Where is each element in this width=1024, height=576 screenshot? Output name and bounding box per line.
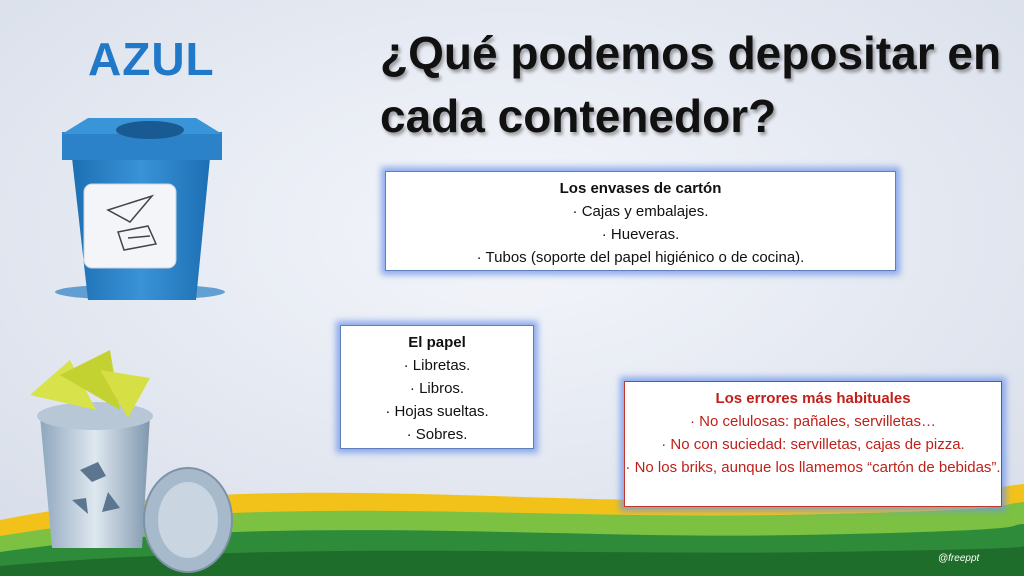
footer-logo: @freeppt (938, 553, 980, 564)
page-title: ¿Qué podemos depositar en cada contenedor? (380, 27, 1002, 142)
errors-info-box (624, 381, 1002, 507)
carton-info-box (385, 171, 896, 271)
container-color-title: AZUL (88, 33, 215, 85)
list-item: · Hojas sueltas. (385, 403, 489, 420)
box-heading: Los errores más habituales (715, 390, 911, 407)
list-item: · Libretas. (403, 357, 471, 374)
list-item: · Cajas y embalajes. (572, 203, 709, 220)
list-item: · Sobres. (406, 426, 468, 443)
paper-info-box (340, 325, 534, 449)
list-item: · No los briks, aunque los llamemos “cartón de bebidas”. (625, 459, 1001, 476)
box-heading: Los envases de cartón (559, 180, 722, 197)
list-item: · No celulosas: pañales, servilletas… (690, 413, 936, 430)
list-item: · Hueveras. (601, 226, 680, 243)
list-item: · Tubos (soporte del papel higiénico o de cocina). (476, 249, 805, 266)
list-item: · No con suciedad: servilletas, cajas de pizza. (661, 436, 965, 453)
list-item: · Libros. (409, 380, 465, 397)
box-heading: El papel (408, 334, 466, 351)
